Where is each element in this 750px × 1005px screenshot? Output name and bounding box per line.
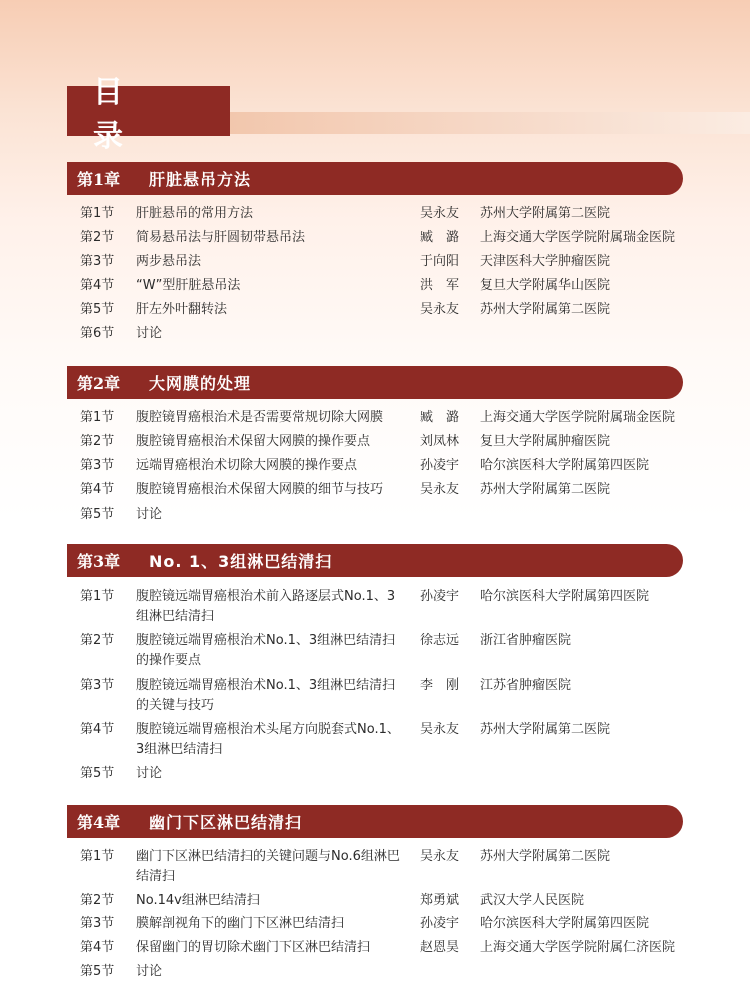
section-author: 赵恩昊 xyxy=(420,940,460,955)
section-number: 第4节 xyxy=(80,940,115,955)
chapter-number: 第3章 xyxy=(77,552,121,571)
section-hospital: 苏州大学附属第二医院 xyxy=(480,206,611,221)
section-hospital: 哈尔滨医科大学附属第四医院 xyxy=(480,458,650,473)
section-hospital: 苏州大学附属第二医院 xyxy=(480,482,611,497)
section-hospital: 上海交通大学医学院附属瑞金医院 xyxy=(480,230,676,245)
section-number: 第2节 xyxy=(80,893,115,908)
section-number: 第1节 xyxy=(80,206,115,221)
section-hospital: 苏州大学附属第二医院 xyxy=(480,849,611,864)
title-decoration-band xyxy=(230,112,750,134)
section-number: 第3节 xyxy=(80,916,115,931)
section-title: 腹腔镜远端胃癌根治术前入路逐层式No.1、3组淋巴结清扫 xyxy=(136,589,396,624)
section-title: 肝左外叶翻转法 xyxy=(136,302,228,317)
section-title: 讨论 xyxy=(136,507,163,522)
section-hospital: 复旦大学附属华山医院 xyxy=(480,278,611,293)
section-hospital: 天津医科大学肿瘤医院 xyxy=(480,254,611,269)
section-number: 第5节 xyxy=(80,964,115,979)
section-title: 讨论 xyxy=(136,326,163,341)
section-title: No.14v组淋巴结清扫 xyxy=(136,893,260,908)
section-hospital: 复旦大学附属肿瘤医院 xyxy=(480,434,611,449)
section-number: 第1节 xyxy=(80,849,115,864)
section-title: 远端胃癌根治术切除大网膜的操作要点 xyxy=(136,458,358,473)
section-author: 孙凌宇 xyxy=(420,916,460,931)
section-hospital: 上海交通大学医学院附属仁济医院 xyxy=(480,940,676,955)
section-number: 第2节 xyxy=(80,230,115,245)
section-author: 徐志远 xyxy=(420,633,460,648)
section-author: 吴永友 xyxy=(420,206,460,221)
section-title: 讨论 xyxy=(136,964,163,979)
section-title: “W”型肝脏悬吊法 xyxy=(136,278,241,293)
chapter-4-header xyxy=(67,805,683,838)
section-title: 肝脏悬吊的常用方法 xyxy=(136,206,254,221)
section-hospital: 哈尔滨医科大学附属第四医院 xyxy=(480,916,650,931)
section-number: 第3节 xyxy=(80,254,115,269)
section-number: 第5节 xyxy=(80,507,115,522)
section-number: 第1节 xyxy=(80,589,115,604)
chapter-number: 第4章 xyxy=(77,813,121,832)
chapter-2-header xyxy=(67,366,683,399)
section-title: 腹腔镜远端胃癌根治术头尾方向脱套式No.1、3组淋巴结清扫 xyxy=(136,722,400,757)
chapter-title: 大网膜的处理 xyxy=(149,374,252,393)
section-title: 膜解剖视角下的幽门下区淋巴结清扫 xyxy=(136,916,345,931)
section-hospital: 武汉大学人民医院 xyxy=(480,893,585,908)
section-title: 讨论 xyxy=(136,766,163,781)
section-author: 吴永友 xyxy=(420,722,460,737)
section-author: 于向阳 xyxy=(420,254,460,269)
chapter-number: 第2章 xyxy=(77,374,121,393)
section-title: 腹腔镜远端胃癌根治术No.1、3组淋巴结清扫的关键与技巧 xyxy=(136,678,396,713)
section-number: 第3节 xyxy=(80,678,115,693)
section-hospital: 苏州大学附属第二医院 xyxy=(480,722,611,737)
section-number: 第5节 xyxy=(80,766,115,781)
page-title: 目 录 xyxy=(93,75,149,154)
section-number: 第4节 xyxy=(80,278,115,293)
section-hospital: 哈尔滨医科大学附属第四医院 xyxy=(480,589,650,604)
section-title: 腹腔镜远端胃癌根治术No.1、3组淋巴结清扫的操作要点 xyxy=(136,633,396,668)
chapter-1-header xyxy=(67,162,683,195)
section-number: 第4节 xyxy=(80,482,115,497)
section-number: 第3节 xyxy=(80,458,115,473)
section-author: 刘凤林 xyxy=(420,434,460,449)
section-title: 腹腔镜胃癌根治术是否需要常规切除大网膜 xyxy=(136,410,384,425)
section-hospital: 上海交通大学医学院附属瑞金医院 xyxy=(480,410,676,425)
chapter-title: No. 1、3组淋巴结清扫 xyxy=(149,552,333,571)
section-title: 腹腔镜胃癌根治术保留大网膜的操作要点 xyxy=(136,434,371,449)
chapter-number: 第1章 xyxy=(77,170,121,189)
section-author: 臧 潞 xyxy=(420,230,460,245)
section-title: 幽门下区淋巴结清扫的关键问题与No.6组淋巴结清扫 xyxy=(136,849,400,884)
section-hospital: 江苏省肿瘤医院 xyxy=(480,678,572,693)
section-author: 吴永友 xyxy=(420,302,460,317)
section-title: 腹腔镜胃癌根治术保留大网膜的细节与技巧 xyxy=(136,482,384,497)
chapter-title: 肝脏悬吊方法 xyxy=(149,170,252,189)
section-title: 保留幽门的胃切除术幽门下区淋巴结清扫 xyxy=(136,940,371,955)
chapter-title: 幽门下区淋巴结清扫 xyxy=(149,813,303,832)
chapter-3-header xyxy=(67,544,683,577)
section-author: 吴永友 xyxy=(420,849,460,864)
section-author: 郑勇斌 xyxy=(420,893,460,908)
section-number: 第2节 xyxy=(80,633,115,648)
section-number: 第5节 xyxy=(80,302,115,317)
section-title: 简易悬吊法与肝圆韧带悬吊法 xyxy=(136,230,306,245)
section-author: 孙凌宇 xyxy=(420,589,460,604)
section-title: 两步悬吊法 xyxy=(136,254,202,269)
section-number: 第4节 xyxy=(80,722,115,737)
page-title-box xyxy=(67,75,230,154)
section-number: 第6节 xyxy=(80,326,115,341)
section-number: 第2节 xyxy=(80,434,115,449)
section-author: 吴永友 xyxy=(420,482,460,497)
section-hospital: 浙江省肿瘤医院 xyxy=(480,633,572,648)
section-author: 臧 潞 xyxy=(420,410,460,425)
section-author: 李 刚 xyxy=(420,678,460,693)
section-hospital: 苏州大学附属第二医院 xyxy=(480,302,611,317)
section-author: 孙凌宇 xyxy=(420,458,460,473)
section-number: 第1节 xyxy=(80,410,115,425)
section-author: 洪 军 xyxy=(420,278,460,293)
